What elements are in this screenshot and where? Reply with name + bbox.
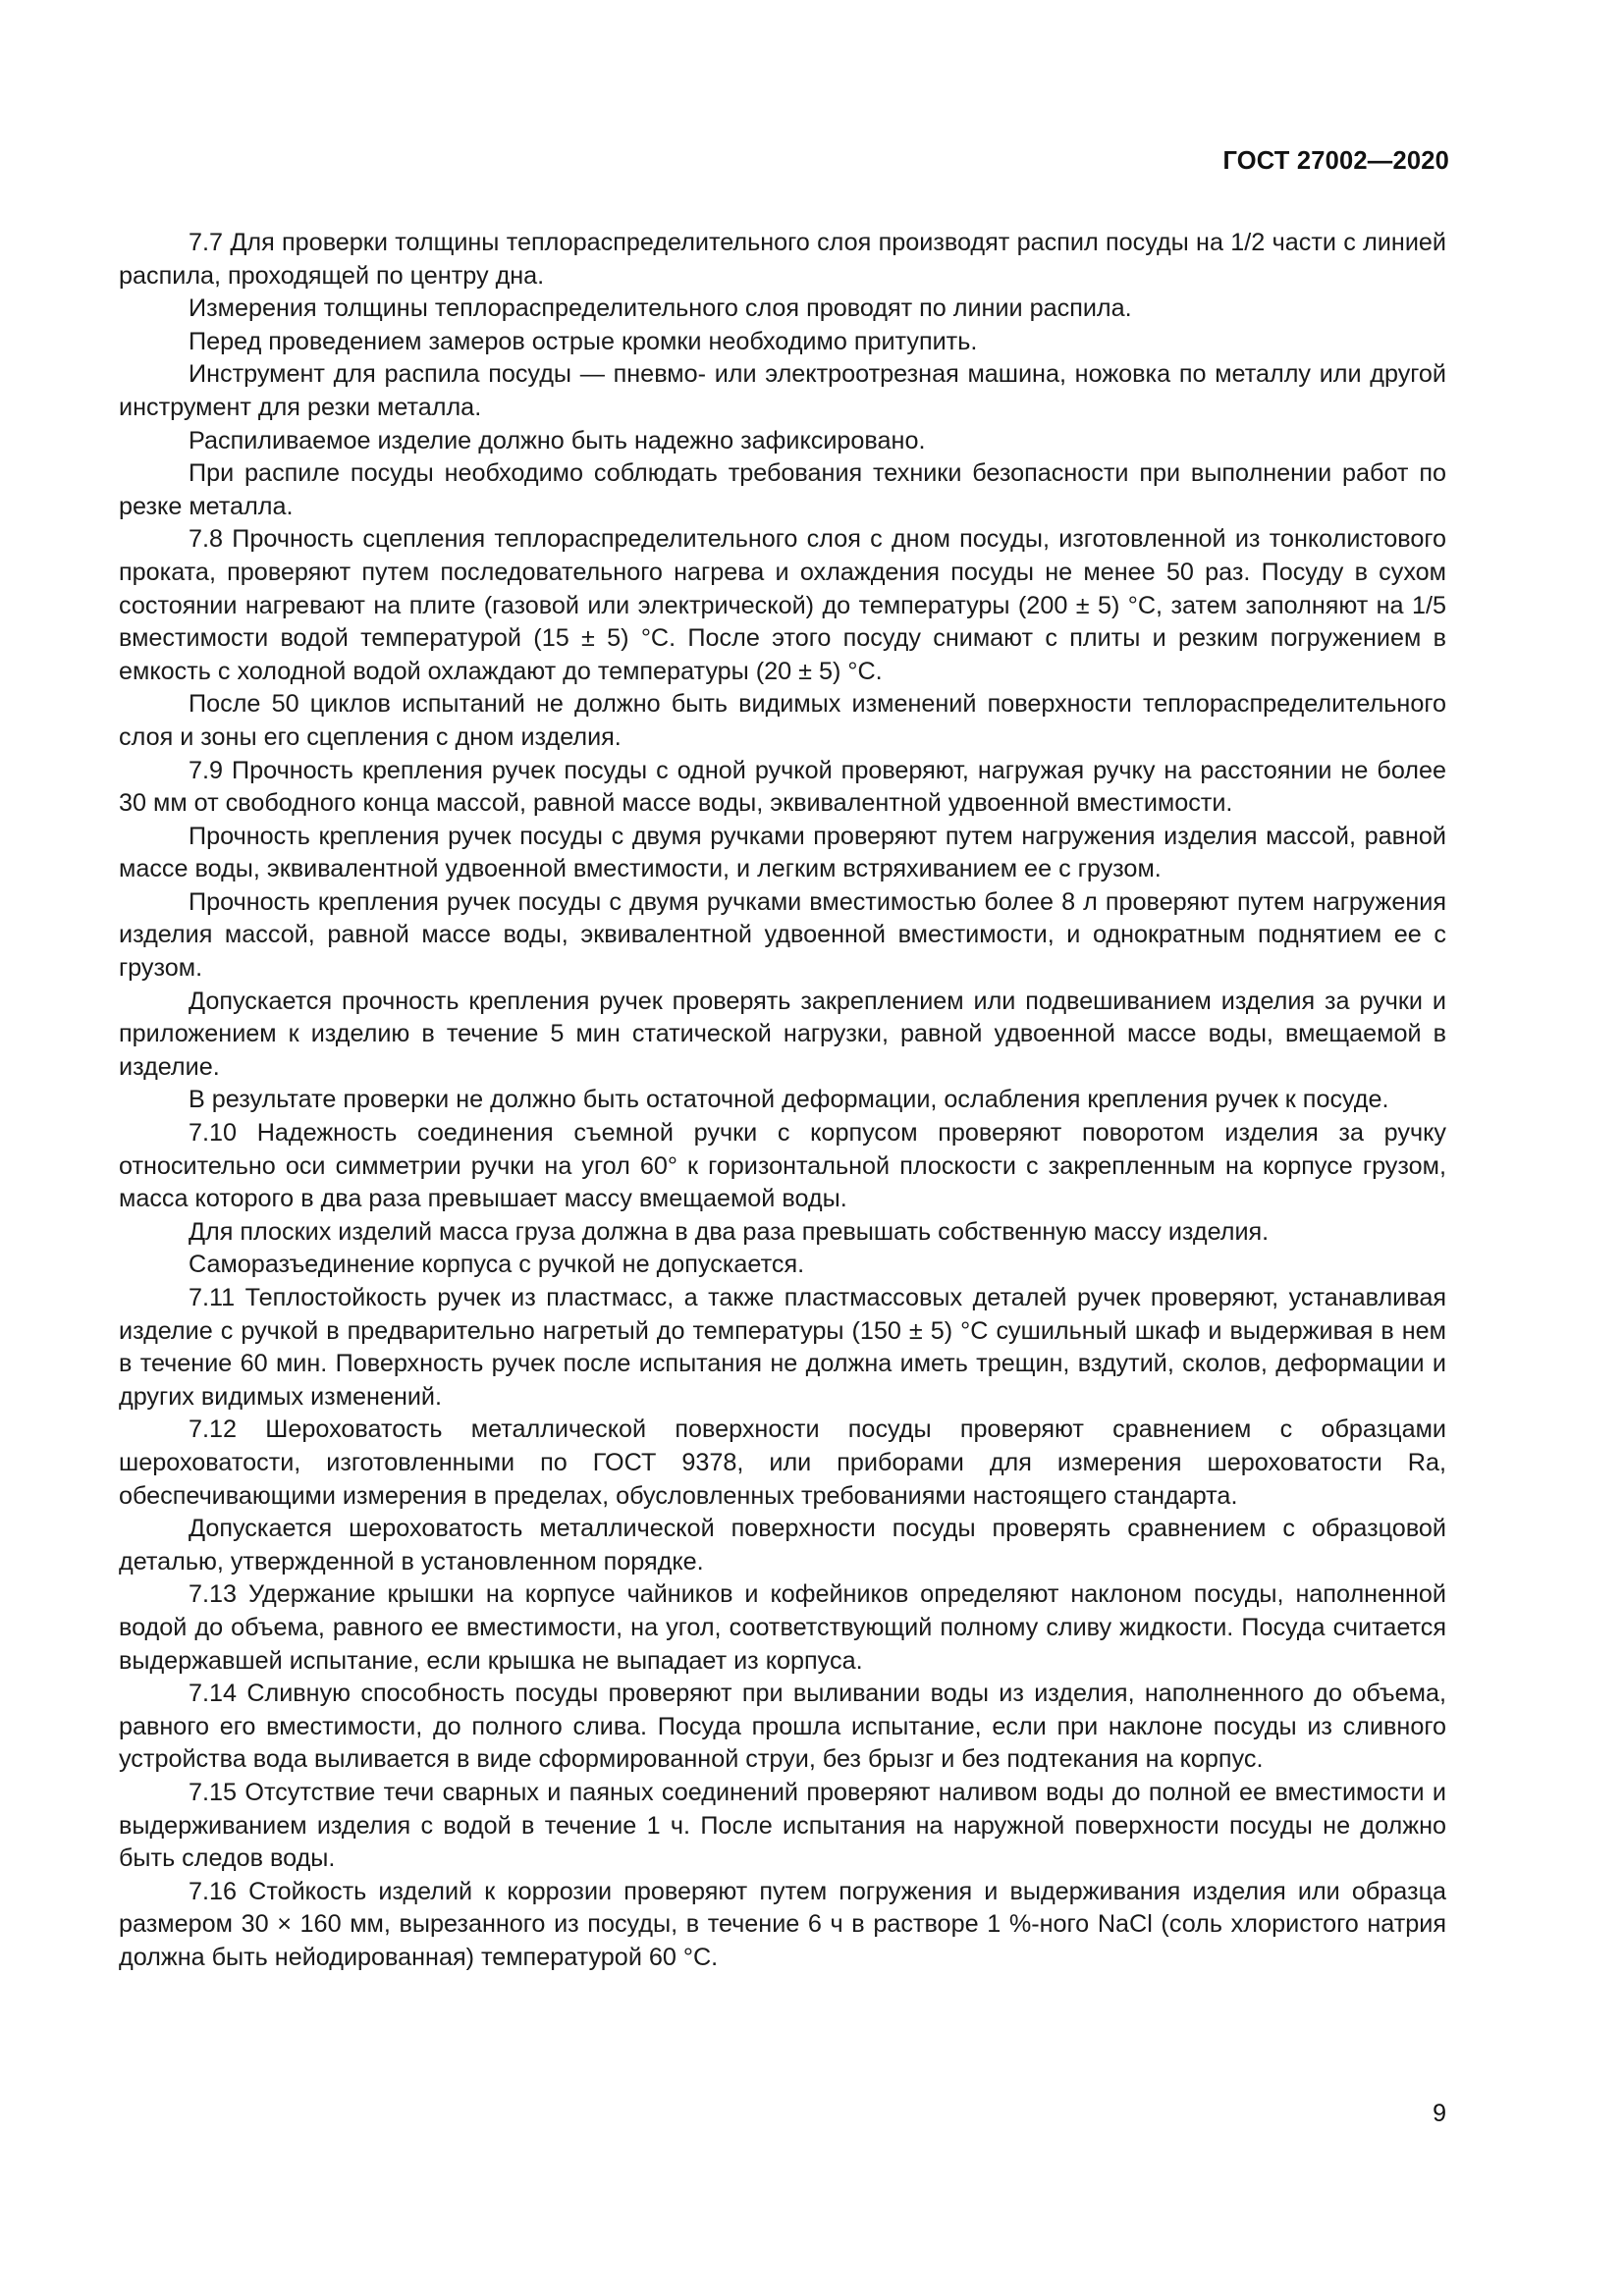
paragraph: Саморазъединение корпуса с ручкой не допускается. <box>189 1251 805 1279</box>
paragraph: Распиливаемое изделие должно быть надежно зафиксировано. <box>189 426 926 454</box>
paragraph: Допускается прочность крепления ручек проверять закреплением или подвешиванием изделия за ручки и приложением к изделию в течение 5 мин статической нагрузки, равной удвоенной массе воды, вмещаемой в изделие. <box>119 987 1446 1081</box>
page-number: 9 <box>1433 2100 1446 2127</box>
document-body <box>119 227 1446 1974</box>
paragraph: Прочность крепления ручек посуды с двумя ручками вместимостью более 8 л проверяют путем нагружения изделия массой, равной массе воды, эквивалентной удвоенной вместимости, и однократным поднятием ее с грузом. <box>119 887 1446 983</box>
paragraph: Допускается шероховатость металлической поверхности посуды проверять сравнением с образцовой деталью, утвержденной в установленном порядке. <box>119 1515 1446 1575</box>
paragraph-7-8: 7.8 Прочность сцепления теплораспределительного слоя с дном посуды, изготовленной из тонколистового проката, проверяют путем последовательного нагрева и охлаждения посуды не менее 50 раз. Посуду в сухом состоянии нагревают на плите (газовой или электрической) до температуры (200 ± 5) °С, затем заполняют на 1/5 вместимости водой температурой (15 ± 5) °С. После этого посуду снимают с плиты и резким погружением в емкость с холодной водой охлаждают до температуры (20 ± 5) °С. <box>119 525 1446 685</box>
paragraph: Измерения толщины теплораспределительного слоя проводят по линии распила. <box>189 294 1132 323</box>
paragraph: После 50 циклов испытаний не должно быть видимых изменений поверхности теплораспределительного слоя и зоны его сцепления с дном изделия. <box>119 690 1446 751</box>
paragraph-7-16: 7.16 Стойкость изделий к коррозии проверяют путем погружения и выдерживания изделия или образца размером 30 × 160 мм, вырезанного из посуды, в течение 6 ч в растворе 1 %-ного NaCl (соль хлористого натрия должна быть нейодированная) температурой 60 °С. <box>119 1877 1446 1971</box>
paragraph-7-9: 7.9 Прочность крепления ручек посуды с одной ручкой проверяют, нагружая ручку на расстоянии не более 30 мм от свободного конца массой, равной массе воды, эквивалентной удвоенной вместимости. <box>119 756 1446 818</box>
paragraph: При распиле посуды необходимо соблюдать требования техники безопасности при выполнении работ по резке металла. <box>119 459 1446 520</box>
paragraph-7-11: 7.11 Теплостойкость ручек из пластмасс, а также пластмассовых деталей ручек проверяют, устанавливая изделие с ручкой в предварительно нагретый до температуры (150 ± 5) °С сушильный шкаф и выдерживая в нем в течение 60 мин. Поверхность ручек после испытания не должна иметь трещин, вздутий, сколов, деформации и других видимых изменений. <box>119 1284 1446 1411</box>
paragraph: Для плоских изделий масса груза должна в два раза превышать собственную массу изделия. <box>189 1217 1270 1246</box>
paragraph-7-7: 7.7 Для проверки толщины теплораспределительного слоя производят распил посуды на 1/2 части с линией распила, проходящей по центру дна. <box>119 229 1446 290</box>
paragraph-7-13: 7.13 Удержание крышки на корпусе чайников и кофейников определяют наклоном посуды, наполненной водой до объема, равного ее вместимости, на угол, соответствующий полному сливу жидкости. Посуда считается выдержавшей испытание, если крышка не выпадает из корпуса. <box>119 1580 1446 1675</box>
paragraph: В результате проверки не должно быть остаточной деформации, ослабления крепления ручек к посуде. <box>189 1086 1389 1114</box>
paragraph: Перед проведением замеров острые кромки необходимо притупить. <box>189 327 978 355</box>
paragraph: Инструмент для распила посуды — пневмо- или электроотрезная машина, ножовка по металлу или другой инструмент для резки металла. <box>119 360 1446 421</box>
paragraph-7-10: 7.10 Надежность соединения съемной ручки с корпусом проверяют поворотом изделия за ручку относительно оси симметрии ручки на угол 60° к горизонтальной плоскости с закрепленным на корпусе грузом, масса которого в два раза превышает массу вмещаемой воды. <box>119 1119 1446 1213</box>
paragraph-7-12: 7.12 Шероховатость металлической поверхности посуды проверяют сравнением с образцами шероховатости, изготовленными по ГОСТ 9378, или приборами для измерения шероховатости Ra, обеспечивающими измерения в пределах, обусловленных требованиями настоящего стандарта. <box>119 1415 1446 1510</box>
paragraph-7-15: 7.15 Отсутствие течи сварных и паяных соединений проверяют наливом воды до полной ее вместимости и выдерживанием изделия с водой в течение 1 ч. После испытания на наружной поверхности посуды не должно быть следов воды. <box>119 1778 1446 1873</box>
paragraph-7-14: 7.14 Сливную способность посуды проверяют при выливании воды из изделия, наполненного до объема, равного его вместимости, до полного слива. Посуда прошла испытание, если при наклоне посуды из сливного устройства вода выливается в виде сформированной струи, без брызг и без подтекания на корпус. <box>119 1680 1446 1774</box>
document-code-header: ГОСТ 27002—2020 <box>1222 147 1449 175</box>
paragraph: Прочность крепления ручек посуды с двумя ручками проверяют путем нагружения изделия массой, равной массе воды, эквивалентной удвоенной вместимости, и легким встряхиванием ее с грузом. <box>119 822 1446 883</box>
